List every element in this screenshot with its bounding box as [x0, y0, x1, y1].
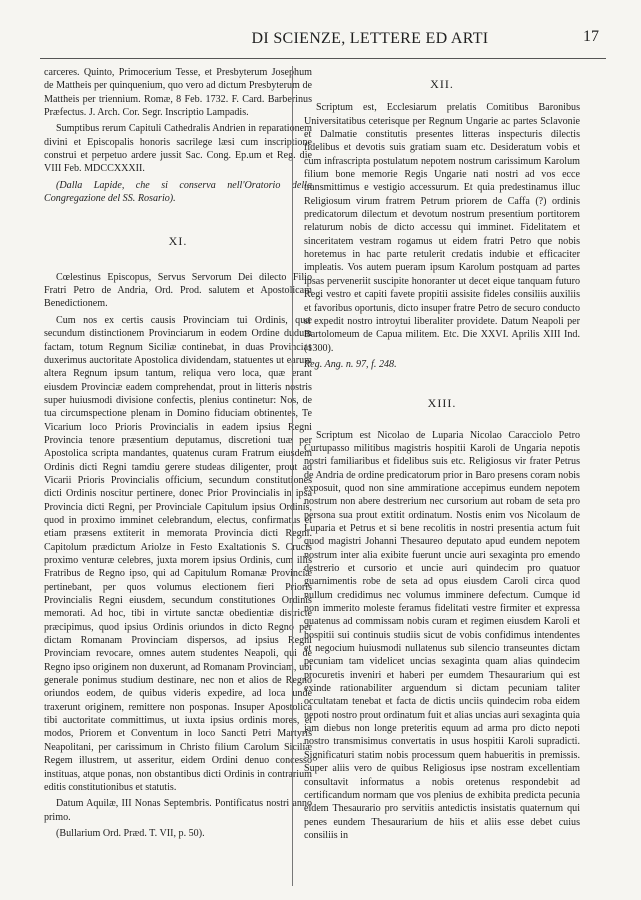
section-heading-xiii: XIII. [427, 396, 457, 411]
page-number: 17 [583, 28, 599, 45]
paragraph: Cum nos ex certis causis Provinciam tui Ordinis, quæ secundum distinctionem Provinciarum in eodem Ordine dudum factam, totum Regnum Siciliæ continebat, in duas Provincias duxerimus auctoritate Apostolica dividendam, statuentes ut earum altera Regnum ipsum tantum, reliqua vero loca, quæ erant eiusdem Provinciæ eadem comprehendat, prout in litteris nostris super huiusmodi divisione confectis, plenius continetur: Nos, de tua circumspectione plenam in Domino fiduciam obtinentes, Te Vicarium loco Prioris Provincialis in eadem ipsius Regni Provincia tenore præsentium deputamus, discretioni tuæ per Apostolica scripta mandantes, quatenus curam Fratrum eiusdem Ordinis dicti Regni tamdiu gerere studeas diligenter, prout ad Vicarii Prioris Provincialis officium, secundum constitutiones dicti Ordinis noscitur pertinere, donec Prior Provincialis in ipsa Provincia dicti Regni, per Provinciale Capitulum ipsius Ordinis, quod in proximo imminet celebrandum, electus, confirmatus et etiam præsens extiterit in memorata Provincia dicti Regni. Capitolum prædictum Ariolze in Festo Exaltationis S. Crucis proximo venturæ celebres, juxta morem ipsius Ordinis, cum illis Fratribus de Regno ipso, qui ad Capitulum Romanæ Provinciæ pertinebant, per quos volumus electionem fieri Prioris Provincialis Regni eiusdem, secundum constitutiones Ordinis memorati. Ad hoc, tibi in virtute sanctæ obedientiæ districte præcipimus, quod ipsius Ordinis oriundos in dicto Regno per dictam Romanam Provinciam dispersos, ad ipsius Regni Provinciam revocare, omnes autem studentes Neapoli, qui de Regno ipso originem non duxerunt, ad Romanam Provinciam, ubi generale ponimus studium destinare, nec non et alios de Regno oriundos eodem, de quibus videris expedire, ad loca unde traxerunt originem, remittere non posponas. Insuper Apostolica tibi auctoritate committimus, ut iuxta ipsius ordinis mores, et modos, Priorem et Conventum in loco Sancti Petri Martyris Neapolitani, per carissimum in Christo filium Carolum Siciliæ Regem illustrem, ut asseritur, eidem Ordini denuo concesso instituas, atque ponas, non obstantibus dicti Ordinis in contrarium editis constitutionibus et statutis. [44, 314, 312, 793]
section-heading-xii: XII. [430, 77, 454, 91]
paragraph: Sumptibus rerum Capituli Cathedralis Andrien in reparationem divini et Episcopalis honoris sacrilege læsi cum inscriptione construi et perpetuo ardere jussit Sac. Cong. Ep.um et Reg. die VIII Feb. MDCCXXXII. [44, 123, 312, 175]
paragraph: carceres. Quinto, Primocerium Tesse, et Presbyterum Josephum de Mattheis per quinquenium, quo vero ad dictum Presbyterum de Mattheis per triennium. Romæ, 8 Feb. 1732. F. Card. Barberinus Præfectus. J. Arch. Cor. Segr. Inscriptio Lampadis. [44, 67, 312, 119]
citation: (Bullarium Ord. Præd. T. VII, p. 50). [56, 827, 205, 839]
column-divider [292, 66, 293, 886]
header-rule [40, 58, 606, 59]
paragraph: Datum Aquilæ, III Nonas Septembris. Pontificatus nostri anno primo. [44, 798, 312, 823]
citation: Reg. Ang. n. 97, f. 248. [304, 358, 397, 370]
paragraph: Scriptum est, Ecclesiarum prelatis Comitibus Baronibus Universitatibus ceterisque per Regnum Ungarie ac partes Sclavonie et Dalmatie constitutis presentes litteras inspecturis dilectis fidelibus et devotis suis gratiam suam etc. Desideratum vobis et cum infrascripta postulatum nepotem nostrum carissimum Karolum filium bone memorie Regis Ungarie nati nostri ad vos ecce transmittimus e vestigio accessurum. Et quia predestinamus illuc Religiosum virum fratrem Petrum priorem de Caffa (?) ordinis predicatorum dilectum et devotum nostrum presentium portitorem relaturum nobis de dicto accessu qui imminet. Fidelitatem et sinceritatem vestram rogamus ut eidem fratri Petro que nobis horetemus in hac parte retulerit credatis indubie et efficaciter impleatis. Vos autem pueram ipsum Karolum postquam ad partes ipsas perveneriit suscipite honoranter ut decet eique tanquam futuro Regi vestro et capiti favete propitii assisite fideles consiliis auxiliis et favoribus oportunis, dicto insuper fratre Petro de securo conducto si expedit nostro introytui liberaliter providete. Datum Neapoli per Bartolomeum de Capua militem. Etc. Die XXVI. Aprilis XIII Ind. (1300). [304, 102, 580, 354]
paragraph: Cœlestinus Episcopus, Servus Servorum Dei dilecto Filio Fratri Petro de Andria, Ord. Prod. salutem et Apostolicam Benedictionem. [44, 271, 312, 310]
section-heading-xi: XI. [168, 234, 188, 249]
left-column [44, 66, 312, 843]
right-column [304, 66, 580, 845]
paragraph: Scriptum est Nicolao de Luparia Nicolao Caracciolo Petro Curtupasso militibus magistris hospitii Karoli de Ungaria nepotis nostri familiaribus et fidelibus suis etc. Religiosus vir frater Petrus de Andria de ordine predicatorum prior in Baro presens coram nobis exposuit, quod non sine ammiratione accepimus eundem nepotem nostrum non abere destrerium nec cursorium aut robam de seta pro persona sua prout extitit ordinatum. Nostis enim vos Nicolaum de Luparia et Petrus et si bene recolitis in nostri presentia actum fuit quod magistri Johanni Thesaureo deputato apud eundem nepotem nostrum inter alia exibite fuerunt uncie auri sexaginta pro emendo destrerio et cursorio et uncie auri quindecim pro quatuor guarnimentis robe de seta ad opus eiusdem Caroli circa quod nullum credidimus nec volumus imminere defectum. Cumque id non immerito moleste feramus fidelitati vestre firmiter et expressa quatenus ad commissam nobis curam et regimen eiusdem Karoli et hospitii sui continuis studiis sicut de vobis confidimus intendentes et negocium huiusmodi nullatenus sub silencio transeuntes dictam pecuniam tam videlicet uncias sexaginta quam alias quindecim procuretis inveniri et haberi per eumdem Thesaurarium qui est exinde rationabiliter arguendum si dictam pecuniam taliter occultatam tenebat et facta de dictis unciis quindecim roba eidem nepoti nostro prout ordinatum fuit et alias uncias auri sexaginta quia jam diebus non longe preteritis equum ad arma pro dicto nepoti nostro transmisimus convertatis in usus hospitii Karoli supradicti. Significaturi statim nobis processum quem habueritis in premissis. Super aliis vero de quibus Religiosus ipse nostram excellentiam consultavit informatus a nobis oretenus respondebit ad certificandum normam que vos plenius de exhibita predicta pecunia eidem Thesaurario pro servitiis antedictis insistatis quaternum qui penes eundem Thesaurarium de hiis et aliis esse debet cuius consiliis in [304, 429, 580, 841]
running-header: DI SCIENZE, LETTERE ED ARTI [251, 30, 489, 47]
source-note: (Dalla Lapide, che si conserva nell'Oratorio della Congregazione del SS. Rosario). [44, 179, 312, 205]
